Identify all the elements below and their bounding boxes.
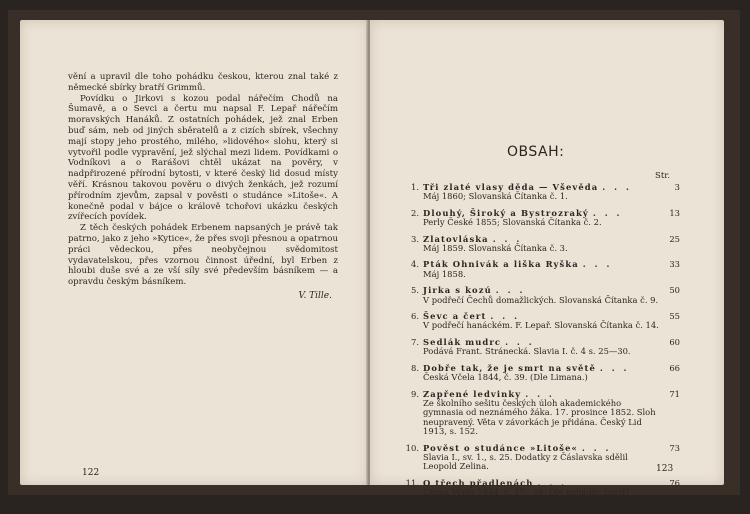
toc-entry-page: 60 bbox=[669, 336, 680, 347]
toc-entry-note: V podřečí hanáckém. F. Lepař. Slovanská Čítanka č. 14. bbox=[423, 320, 659, 331]
toc-entry bbox=[400, 364, 680, 383]
toc-leader-dots: . . . bbox=[525, 388, 555, 399]
toc-entry bbox=[400, 338, 680, 357]
toc-entry bbox=[400, 235, 680, 254]
toc-entry-number: 11. bbox=[405, 477, 419, 488]
toc-entry-page: 50 bbox=[669, 285, 680, 296]
toc-entry-note: V podřečí Čechů domažlických. Slovanská Čítanka č. 9. bbox=[423, 294, 659, 305]
toc-entry-number: 9. bbox=[411, 388, 419, 399]
paragraph-2: Povídku o Jirkovi s kozou podal nářečím Chodů na Šumavě, a o Sevci a čertu mu napsal F. Lepař nářečím moravských Hanáků. Z ostatních pohádek, jež znal Erben buď sám, neb od jiných sběratelů a z cizích sbírek, všechny mají stopy jeho prostého, milého, »lidového« slohu, který si vytvořil podle vypravění, jež slýchal mezi lidem. Povídkami o Vodníkovi a o Rarášovi chtěl ukázat na pověry, v nadpřirozené přírodní bytosti, v které český lid dosud místy věří. Krásnou takovou pověru o divých ženkách, jež rozumí přírodním zjevům, zapsal v pověsti o studánce »Litoše«. A konečně podal v bájce o králově tchořovi ukázku českých zvířecích povídek. bbox=[68, 93, 338, 223]
left-page bbox=[20, 20, 368, 485]
left-text-block bbox=[68, 72, 338, 288]
toc-entry-number: 8. bbox=[411, 362, 419, 373]
toc-entry bbox=[400, 260, 680, 279]
toc-entry bbox=[400, 390, 680, 437]
toc-entry bbox=[400, 479, 680, 507]
toc-entry-page: 55 bbox=[669, 311, 680, 322]
toc-entry-title: Sedlák mudrc . . . bbox=[423, 336, 535, 347]
toc-leader-dots: . . . bbox=[490, 311, 521, 322]
toc-entry-title: Jirka s kozú . . . bbox=[423, 285, 526, 296]
toc-entry bbox=[400, 183, 680, 202]
toc-leader-dots: . . . bbox=[582, 259, 613, 270]
toc-entry-number: 1. bbox=[411, 182, 419, 192]
toc-entry-note: Česká Včela 1844, č. 27., 28. Dle pohádky bratří Grimmů č. 14. bbox=[423, 487, 629, 507]
toc-entry-title: Zapřené ledvinky . . . bbox=[423, 388, 555, 399]
toc-leader-dots: . . . bbox=[581, 442, 612, 453]
toc-entry-page: 66 bbox=[669, 362, 680, 373]
paragraph-1: vění a upravil dle toho pohádku českou, kterou znal také z německé sbírky bratří Grimmů. bbox=[68, 72, 338, 93]
toc-entry-page: 13 bbox=[669, 207, 680, 218]
toc-leader-dots: . . . bbox=[602, 182, 632, 192]
toc-entry-number: 10. bbox=[405, 442, 419, 453]
toc-leader-dots: . . . bbox=[592, 207, 623, 218]
toc-entry-note: Perly České 1855; Slovanská Čítanka č. 2. bbox=[423, 217, 602, 228]
toc-entry-title: Zlatovláska . . . bbox=[423, 233, 523, 244]
toc-entry-note: Máj 1858. bbox=[423, 268, 466, 279]
toc-entry-title: Pověst o studánce »Litoše« . . . bbox=[423, 442, 612, 453]
toc-entry-note: Máj 1859. Slovanská Čítanka č. 3. bbox=[423, 243, 568, 254]
table-of-contents bbox=[400, 183, 680, 514]
toc-entry-page: 71 bbox=[669, 388, 680, 399]
book-spread bbox=[8, 10, 740, 507]
toc-leader-dots: . . . bbox=[537, 477, 568, 488]
toc-leader-dots: . . . bbox=[495, 285, 526, 296]
toc-leader-dots: . . . bbox=[599, 362, 630, 373]
toc-entry-page: 25 bbox=[669, 233, 680, 244]
toc-entry-note: Ze školního sešitu českých úloh akademického gymnasia od neznámého žáka. 17. prosince 1852. Sloh neupravený. Věta v závorkách je přidána. Český Lid 1913, s. 152. bbox=[423, 397, 656, 437]
toc-entry bbox=[400, 209, 680, 228]
left-page-number: 122 bbox=[82, 468, 100, 478]
toc-entry-page: 73 bbox=[669, 442, 680, 453]
toc-entry-page: 76 bbox=[669, 477, 680, 488]
toc-entry-number: 6. bbox=[411, 311, 419, 322]
toc-entry-number: 4. bbox=[411, 259, 419, 270]
toc-entry bbox=[400, 312, 680, 331]
toc-entry-title: O třech přadlenách . . . bbox=[423, 477, 568, 488]
page-column-label: Str. bbox=[655, 171, 671, 181]
toc-leader-dots: . . . bbox=[492, 233, 523, 244]
toc-entry-title: Pták Ohnivák a liška Ryška . . . bbox=[423, 259, 613, 270]
toc-entry-page: 3 bbox=[674, 182, 680, 192]
toc-entry bbox=[400, 286, 680, 305]
contents-heading: OBSAH: bbox=[507, 144, 565, 160]
right-page-number: 123 bbox=[656, 464, 674, 474]
toc-entry-page: 33 bbox=[669, 259, 680, 270]
toc-entry-note: Česká Včela 1844, č. 39. (Dle Limana.) bbox=[423, 372, 588, 383]
toc-leader-dots: . . . bbox=[505, 336, 535, 347]
toc-entry-note: Máj 1860; Slovanská Čítanka č. 1. bbox=[423, 191, 568, 202]
toc-entry-note: Podává Frant. Stránecká. Slavia I. č. 4 s. 25—30. bbox=[423, 346, 631, 357]
toc-entry-number: 7. bbox=[411, 336, 419, 347]
right-page bbox=[370, 20, 724, 507]
toc-entry-number: 5. bbox=[411, 285, 419, 296]
toc-entry-title: Tři zlaté vlasy děda — Vševěda . . . bbox=[423, 182, 632, 192]
toc-entry-note: Slavia I., sv. 1., s. 25. Dodatky z Čáslavska sdělil Leopold Zelina. bbox=[423, 451, 628, 472]
toc-entry bbox=[400, 444, 680, 472]
toc-entry-number: 3. bbox=[411, 233, 419, 244]
paragraph-3: Z těch českých pohádek Erbenem napsaných je právě tak patrno, jako z jeho »Kytice«, že přes svoji přesnou a opatrnou práci vědeckou, přes neobyčejnou svědomitost vydavatelskou, přes vzornou činnost úřední, byl Erben z hloubi duše své a ze vší síly své především básníkem — a opravdu českým básníkem. bbox=[68, 223, 338, 288]
toc-entry-title: Ševc a čert . . . bbox=[423, 311, 521, 322]
toc-entry-title: Dlouhý, Široký a Bystrozraký . . . bbox=[423, 207, 623, 218]
author-signature: V. Tille. bbox=[298, 291, 332, 301]
toc-entry-number: 2. bbox=[411, 207, 419, 218]
toc-entry-title: Dobře tak, že je smrt na světě . . . bbox=[423, 362, 630, 373]
